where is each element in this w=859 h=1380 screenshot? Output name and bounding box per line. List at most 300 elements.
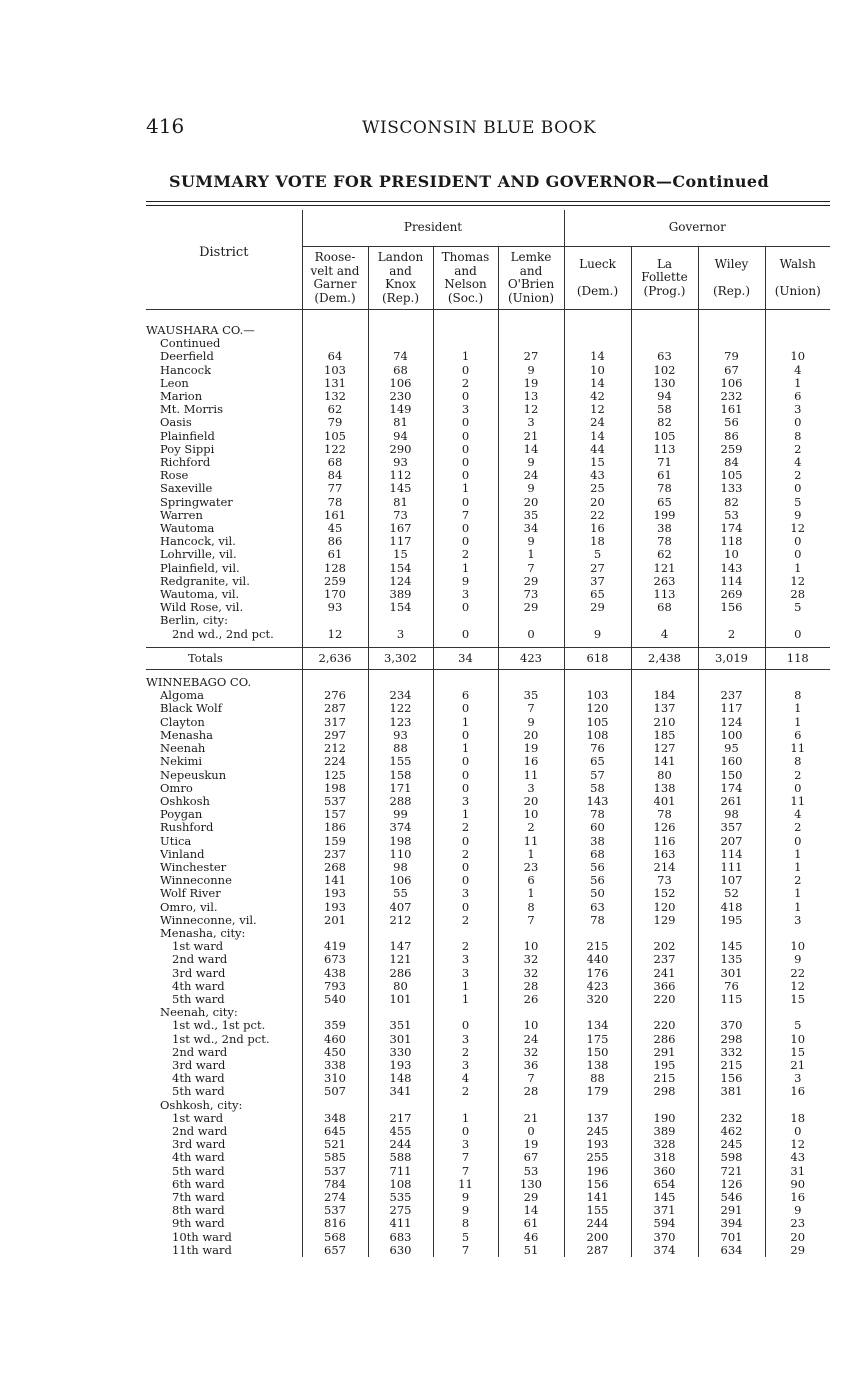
vote-cell: 3 xyxy=(765,403,830,416)
vote-cell xyxy=(368,324,433,337)
vote-cell: 65 xyxy=(564,755,631,768)
section-header-row xyxy=(146,614,830,627)
district-name: Continued xyxy=(160,337,221,351)
vote-cell: 12 xyxy=(564,403,631,416)
candidate-header: Roose- velt and Garner (Dem.) xyxy=(302,247,368,310)
vote-cell: 3 xyxy=(433,967,498,980)
vote-cell xyxy=(433,1006,498,1019)
vote-cell: 2 xyxy=(498,821,564,834)
vote-cell: 1 xyxy=(765,887,830,900)
vote-cell: 2 xyxy=(433,1085,498,1098)
vote-cell: 357 xyxy=(698,821,765,834)
vote-cell: 46 xyxy=(498,1231,564,1244)
vote-cell: 199 xyxy=(631,509,698,522)
vote-cell: 366 xyxy=(631,980,698,993)
table-row xyxy=(146,456,830,469)
vote-cell: 106 xyxy=(698,377,765,390)
vote-cell: 268 xyxy=(302,861,368,874)
vote-cell: 15 xyxy=(564,456,631,469)
vote-cell: 115 xyxy=(698,993,765,1006)
vote-cell: 11 xyxy=(765,795,830,808)
vote-cell xyxy=(765,324,830,337)
vote-cell: 341 xyxy=(368,1085,433,1098)
vote-cell: 351 xyxy=(368,1019,433,1032)
vote-cell: 401 xyxy=(631,795,698,808)
vote-cell: 3 xyxy=(433,403,498,416)
vote-cell: 371 xyxy=(631,1204,698,1217)
vote-cell: 179 xyxy=(564,1085,631,1098)
vote-cell: 131 xyxy=(302,377,368,390)
vote-cell: 0 xyxy=(433,443,498,456)
district-name: Winchester xyxy=(160,860,227,874)
vote-cell: 10 xyxy=(498,940,564,953)
vote-cell: 35 xyxy=(498,689,564,702)
vote-cell: 34 xyxy=(433,647,498,669)
district-name: Menasha xyxy=(160,728,214,742)
vote-cell xyxy=(631,1099,698,1112)
district-name: Saxeville xyxy=(160,482,213,496)
vote-cell: 149 xyxy=(368,403,433,416)
vote-cell: 301 xyxy=(368,1033,433,1046)
vote-cell: 657 xyxy=(302,1244,368,1257)
vote-cell: 440 xyxy=(564,953,631,966)
vote-cell: 291 xyxy=(631,1046,698,1059)
vote-cell: 102 xyxy=(631,364,698,377)
vote-cell: 55 xyxy=(368,887,433,900)
district-name: Omro xyxy=(160,781,193,795)
vote-cell: 6 xyxy=(498,874,564,887)
vote-cell xyxy=(765,1006,830,1019)
vote-cell: 0 xyxy=(765,628,830,641)
vote-cell: 317 xyxy=(302,716,368,729)
vote-cell: 73 xyxy=(368,509,433,522)
vote-cell: 32 xyxy=(498,953,564,966)
table-row xyxy=(146,588,830,601)
district-name: Plainfield, vil. xyxy=(160,561,240,575)
vote-cell: 29 xyxy=(765,1244,830,1257)
district-name: WINNEBAGO CO. xyxy=(146,676,252,690)
vote-cell: 3 xyxy=(433,795,498,808)
district-name: 5th ward xyxy=(172,992,225,1006)
vote-cell: 259 xyxy=(302,575,368,588)
vote-cell: 127 xyxy=(631,742,698,755)
district-name: 1st wd., 1st pct. xyxy=(172,1019,266,1033)
vote-cell: 135 xyxy=(698,953,765,966)
vote-cell: 535 xyxy=(368,1191,433,1204)
table-row xyxy=(146,914,830,927)
district-name: Rose xyxy=(160,469,189,483)
vote-cell: 0 xyxy=(433,469,498,482)
section-header-row xyxy=(146,1006,830,1019)
vote-cell: 11 xyxy=(765,742,830,755)
vote-cell: 67 xyxy=(498,1151,564,1164)
vote-cell: 793 xyxy=(302,980,368,993)
vote-cell: 359 xyxy=(302,1019,368,1032)
vote-cell: 118 xyxy=(765,647,830,669)
vote-cell: 193 xyxy=(368,1059,433,1072)
vote-cell: 7 xyxy=(498,1072,564,1085)
vote-cell: 546 xyxy=(698,1191,765,1204)
vote-cell xyxy=(631,337,698,350)
vote-cell: 108 xyxy=(368,1178,433,1191)
vote-cell: 374 xyxy=(631,1244,698,1257)
vote-cell: 3 xyxy=(765,914,830,927)
vote-cell: 8 xyxy=(765,430,830,443)
vote-cell: 38 xyxy=(631,522,698,535)
vote-cell: 4 xyxy=(765,364,830,377)
district-name: Mt. Morris xyxy=(160,403,223,417)
district-name: Wolf River xyxy=(160,887,221,901)
district-name: Omro, vil. xyxy=(160,900,218,914)
table-row xyxy=(146,1059,830,1072)
vote-cell: 78 xyxy=(564,808,631,821)
vote-cell: 61 xyxy=(498,1217,564,1230)
vote-cell: 8 xyxy=(498,901,564,914)
vote-cell xyxy=(564,1006,631,1019)
vote-cell: 29 xyxy=(498,601,564,614)
vote-cell: 137 xyxy=(564,1112,631,1125)
vote-cell: 78 xyxy=(631,482,698,495)
vote-cell: 291 xyxy=(698,1204,765,1217)
vote-cell: 287 xyxy=(302,702,368,715)
vote-cell: 594 xyxy=(631,1217,698,1230)
vote-cell: 84 xyxy=(698,456,765,469)
vote-cell: 0 xyxy=(433,628,498,641)
page-number: 416 xyxy=(146,114,185,138)
vote-cell: 93 xyxy=(302,601,368,614)
district-name: Poygan xyxy=(160,808,203,822)
vote-cell: 71 xyxy=(631,456,698,469)
vote-cell: 450 xyxy=(302,1046,368,1059)
vote-cell: 147 xyxy=(368,940,433,953)
district-name: 9th ward xyxy=(172,1217,225,1231)
vote-cell: 94 xyxy=(631,390,698,403)
district-name: Oshkosh, city: xyxy=(160,1098,243,1112)
vote-cell: 27 xyxy=(564,562,631,575)
vote-cell: 389 xyxy=(631,1125,698,1138)
vote-cell: 112 xyxy=(368,469,433,482)
vote-cell: 111 xyxy=(698,861,765,874)
table-row xyxy=(146,874,830,887)
district-name: Leon xyxy=(160,376,189,390)
table-row xyxy=(146,350,830,363)
candidate-header: Lemke and O'Brien (Union) xyxy=(498,247,564,310)
vote-cell: 10 xyxy=(765,940,830,953)
vote-cell: 11 xyxy=(498,835,564,848)
vote-cell: 220 xyxy=(631,993,698,1006)
table-row xyxy=(146,901,830,914)
vote-cell: 53 xyxy=(498,1165,564,1178)
vote-cell: 462 xyxy=(698,1125,765,1138)
vote-cell: 0 xyxy=(765,482,830,495)
top-rule xyxy=(146,201,830,202)
vote-cell: 134 xyxy=(564,1019,631,1032)
vote-cell: 9 xyxy=(498,364,564,377)
district-name: Oasis xyxy=(160,416,192,430)
vote-cell: 419 xyxy=(302,940,368,953)
vote-cell: 370 xyxy=(631,1231,698,1244)
section-header-row xyxy=(146,676,830,689)
vote-cell: 297 xyxy=(302,729,368,742)
vote-cell: 76 xyxy=(564,742,631,755)
vote-cell: 455 xyxy=(368,1125,433,1138)
vote-cell: 34 xyxy=(498,522,564,535)
vote-cell: 212 xyxy=(302,742,368,755)
district-name: Poy Sippi xyxy=(160,442,215,456)
vote-cell: 618 xyxy=(564,647,631,669)
vote-cell: 7 xyxy=(433,1244,498,1257)
vote-cell: 374 xyxy=(368,821,433,834)
vote-cell: 11 xyxy=(433,1178,498,1191)
vote-cell xyxy=(368,1006,433,1019)
vote-cell: 438 xyxy=(302,967,368,980)
vote-cell: 78 xyxy=(631,808,698,821)
vote-cell: 0 xyxy=(433,729,498,742)
district-name: 11th ward xyxy=(172,1243,232,1257)
vote-cell: 3 xyxy=(433,1138,498,1151)
vote-cell: 155 xyxy=(368,755,433,768)
vote-cell: 138 xyxy=(564,1059,631,1072)
vote-cell: 12 xyxy=(302,628,368,641)
district-name: Hancock xyxy=(160,363,212,377)
vote-cell xyxy=(368,614,433,627)
vote-cell: 93 xyxy=(368,456,433,469)
vote-cell: 0 xyxy=(433,364,498,377)
vote-cell: 56 xyxy=(698,416,765,429)
vote-cell xyxy=(564,337,631,350)
vote-cell: 2,438 xyxy=(631,647,698,669)
vote-cell: 195 xyxy=(631,1059,698,1072)
vote-cell: 654 xyxy=(631,1178,698,1191)
vote-cell: 585 xyxy=(302,1151,368,1164)
vote-cell: 141 xyxy=(302,874,368,887)
district-name: 2nd ward xyxy=(172,953,228,967)
vote-cell: 0 xyxy=(498,628,564,641)
vote-cell: 5 xyxy=(765,1019,830,1032)
vote-cell: 224 xyxy=(302,755,368,768)
vote-cell: 73 xyxy=(631,874,698,887)
candidate-header: Landon and Knox (Rep.) xyxy=(368,247,433,310)
vote-cell: 0 xyxy=(433,1019,498,1032)
vote-cell: 255 xyxy=(564,1151,631,1164)
vote-cell: 214 xyxy=(631,861,698,874)
vote-cell: 215 xyxy=(564,940,631,953)
district-name: Neenah, city: xyxy=(160,1006,238,1020)
vote-cell: 45 xyxy=(302,522,368,535)
vote-cell: 121 xyxy=(368,953,433,966)
vote-cell: 20 xyxy=(765,1231,830,1244)
vote-cell: 7 xyxy=(498,562,564,575)
vote-cell: 18 xyxy=(564,535,631,548)
vote-cell: 3 xyxy=(498,782,564,795)
vote-cell: 215 xyxy=(631,1072,698,1085)
vote-cell: 1 xyxy=(433,980,498,993)
vote-cell: 163 xyxy=(631,848,698,861)
vote-cell: 3 xyxy=(433,588,498,601)
district-name: Algoma xyxy=(160,689,205,703)
vote-cell: 460 xyxy=(302,1033,368,1046)
vote-cell: 1 xyxy=(765,562,830,575)
vote-cell: 1 xyxy=(433,993,498,1006)
vote-cell: 3 xyxy=(765,1072,830,1085)
vote-cell: 12 xyxy=(765,522,830,535)
vote-cell: 100 xyxy=(698,729,765,742)
table-row xyxy=(146,443,830,456)
vote-cell: 4 xyxy=(765,808,830,821)
candidate-header: Thomas and Nelson (Soc.) xyxy=(433,247,498,310)
vote-cell: 8 xyxy=(765,755,830,768)
president-group-header: President xyxy=(302,210,564,247)
vote-cell: 5 xyxy=(433,1231,498,1244)
candidate-header: Wiley (Rep.) xyxy=(698,247,765,310)
vote-cell: 711 xyxy=(368,1165,433,1178)
vote-cell: 2 xyxy=(433,821,498,834)
vote-table xyxy=(146,210,830,1257)
district-name: 7th ward xyxy=(172,1191,225,1204)
vote-cell: 1 xyxy=(498,887,564,900)
vote-cell: 1 xyxy=(498,848,564,861)
vote-cell xyxy=(698,614,765,627)
district-name: 5th ward xyxy=(172,1164,225,1178)
vote-cell: 360 xyxy=(631,1165,698,1178)
vote-cell: 27 xyxy=(498,350,564,363)
table-row xyxy=(146,496,830,509)
vote-cell xyxy=(368,676,433,689)
vote-cell: 161 xyxy=(698,403,765,416)
vote-cell: 65 xyxy=(631,496,698,509)
vote-cell: 12 xyxy=(765,1138,830,1151)
table-title: SUMMARY VOTE FOR PRESIDENT AND GOVERNOR—Continued xyxy=(169,172,770,191)
vote-cell: 0 xyxy=(433,782,498,795)
vote-cell: 507 xyxy=(302,1085,368,1098)
vote-cell: 24 xyxy=(564,416,631,429)
vote-cell: 176 xyxy=(564,967,631,980)
vote-cell: 245 xyxy=(698,1138,765,1151)
vote-cell: 21 xyxy=(765,1059,830,1072)
vote-cell: 161 xyxy=(302,509,368,522)
section-header-row xyxy=(146,337,830,350)
vote-cell: 159 xyxy=(302,835,368,848)
vote-cell: 80 xyxy=(631,769,698,782)
district-name: Plainfield xyxy=(160,429,215,443)
vote-cell xyxy=(631,927,698,940)
vote-cell: 98 xyxy=(368,861,433,874)
vote-cell: 1 xyxy=(765,377,830,390)
vote-cell: 133 xyxy=(698,482,765,495)
vote-cell xyxy=(433,324,498,337)
vote-cell: 28 xyxy=(765,588,830,601)
vote-cell: 82 xyxy=(698,496,765,509)
vote-cell: 143 xyxy=(564,795,631,808)
vote-cell: 418 xyxy=(698,901,765,914)
vote-cell: 141 xyxy=(631,755,698,768)
vote-cell: 286 xyxy=(631,1033,698,1046)
vote-cell: 174 xyxy=(698,782,765,795)
vote-cell: 2 xyxy=(765,769,830,782)
vote-cell: 234 xyxy=(368,689,433,702)
vote-cell: 24 xyxy=(498,1033,564,1046)
vote-cell: 16 xyxy=(564,522,631,535)
vote-cell: 13 xyxy=(498,390,564,403)
district-name: Berlin, city: xyxy=(160,614,228,628)
vote-cell: 20 xyxy=(498,729,564,742)
vote-cell: 9 xyxy=(765,953,830,966)
vote-cell: 201 xyxy=(302,914,368,927)
table-row xyxy=(146,482,830,495)
district-name: Redgranite, vil. xyxy=(160,574,250,588)
table-row xyxy=(146,377,830,390)
vote-cell: 598 xyxy=(698,1151,765,1164)
vote-cell: 6 xyxy=(765,390,830,403)
vote-cell: 78 xyxy=(564,914,631,927)
vote-cell: 816 xyxy=(302,1217,368,1230)
vote-cell: 60 xyxy=(564,821,631,834)
vote-cell: 105 xyxy=(698,469,765,482)
vote-cell: 287 xyxy=(564,1244,631,1257)
district-name: Totals xyxy=(146,647,302,669)
vote-cell: 7 xyxy=(433,1165,498,1178)
vote-cell: 207 xyxy=(698,835,765,848)
table-body xyxy=(146,310,830,1258)
vote-cell xyxy=(302,1099,368,1112)
table-row xyxy=(146,769,830,782)
vote-cell: 190 xyxy=(631,1112,698,1125)
vote-cell: 37 xyxy=(564,575,631,588)
vote-cell: 290 xyxy=(368,443,433,456)
vote-cell: 320 xyxy=(564,993,631,1006)
vote-cell: 57 xyxy=(564,769,631,782)
vote-cell: 298 xyxy=(631,1085,698,1098)
vote-cell xyxy=(698,1099,765,1112)
vote-cell xyxy=(433,676,498,689)
district-name: Lohrville, vil. xyxy=(160,548,237,562)
vote-cell: 18 xyxy=(765,1112,830,1125)
vote-cell: 58 xyxy=(631,403,698,416)
vote-cell: 275 xyxy=(368,1204,433,1217)
table-row xyxy=(146,953,830,966)
vote-cell xyxy=(302,324,368,337)
vote-cell: 6 xyxy=(765,729,830,742)
district-name: 1st wd., 2nd pct. xyxy=(172,1032,270,1046)
vote-cell: 683 xyxy=(368,1231,433,1244)
table-row xyxy=(146,755,830,768)
vote-cell: 63 xyxy=(631,350,698,363)
vote-cell: 156 xyxy=(564,1178,631,1191)
vote-cell: 8 xyxy=(765,689,830,702)
vote-cell xyxy=(498,676,564,689)
vote-cell: 310 xyxy=(302,1072,368,1085)
vote-cell: 61 xyxy=(302,548,368,561)
vote-cell: 7 xyxy=(433,1151,498,1164)
table-row xyxy=(146,1072,830,1085)
table-row xyxy=(146,835,830,848)
district-name: 2nd wd., 2nd pct. xyxy=(172,627,274,641)
vote-cell: 230 xyxy=(368,390,433,403)
table-row xyxy=(146,522,830,535)
vote-cell: 53 xyxy=(698,509,765,522)
vote-cell: 673 xyxy=(302,953,368,966)
vote-cell: 157 xyxy=(302,808,368,821)
table-row xyxy=(146,1125,830,1138)
vote-cell: 5 xyxy=(564,548,631,561)
vote-cell xyxy=(302,614,368,627)
table-row xyxy=(146,1151,830,1164)
vote-cell: 4 xyxy=(433,1072,498,1085)
vote-cell: 241 xyxy=(631,967,698,980)
district-name: 3rd ward xyxy=(172,966,226,980)
vote-cell xyxy=(564,927,631,940)
table-row xyxy=(146,1244,830,1257)
